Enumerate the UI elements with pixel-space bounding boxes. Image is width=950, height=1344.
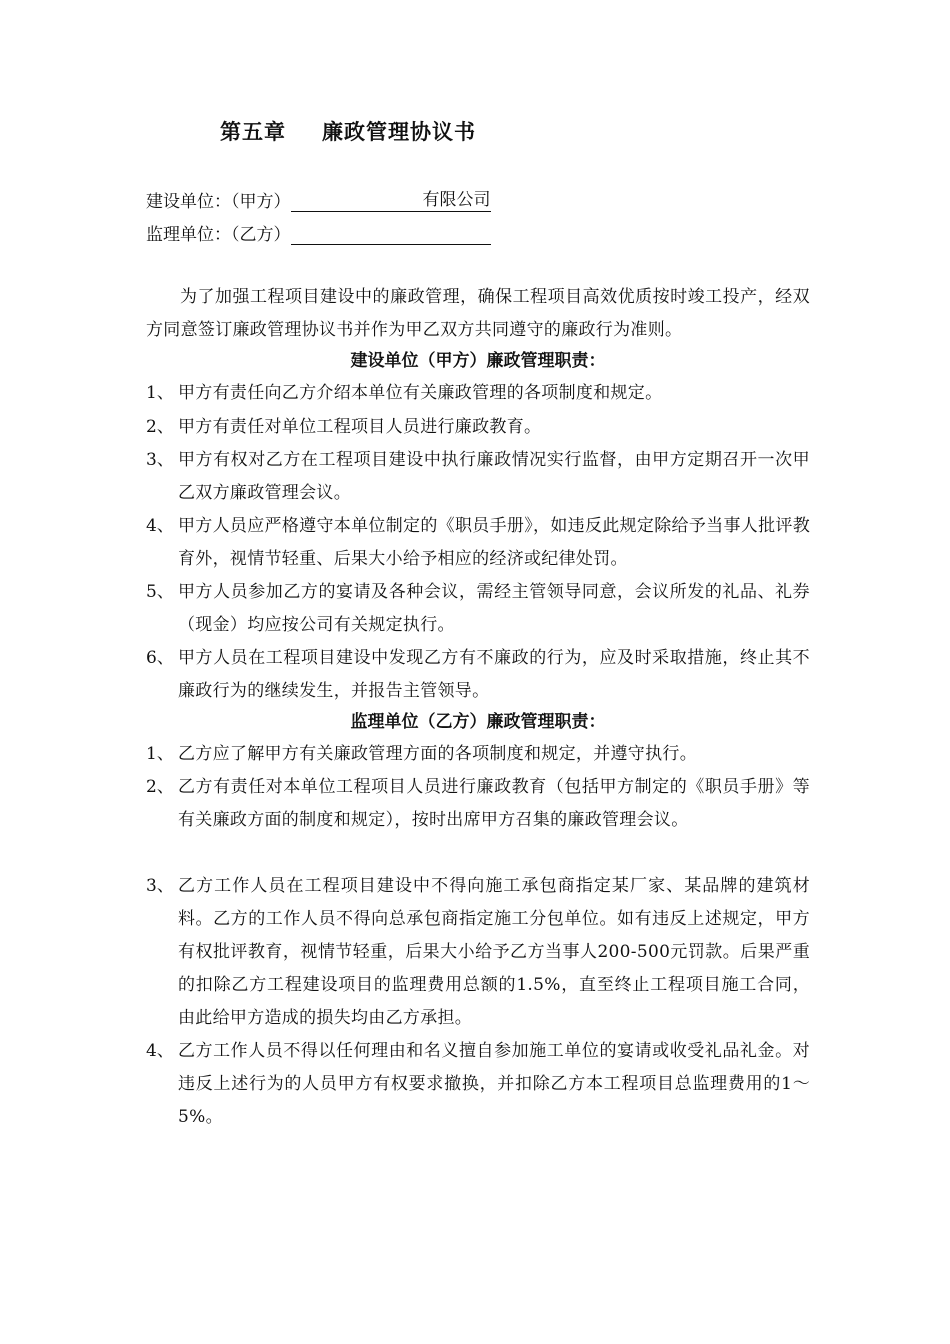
- section-b-item: [146, 771, 810, 837]
- item-text: 乙方工作人员不得以任何理由和名义擅自参加施工单位的宴请或收受礼品礼金。对违反上述行为的人员甲方有权要求撤换，并扣除乙方本工程项目总监理费用的1～5%。: [178, 1041, 810, 1127]
- item-text: 乙方有责任对本单位工程项目人员进行廉政教育（包括甲方制定的《职员手册》等有关廉政方面的制度和规定），按时出席甲方召集的廉政管理会议。: [178, 777, 810, 830]
- item-text: 甲方有权对乙方在工程项目建设中执行廉政情况实行监督，由甲方定期召开一次甲乙双方廉政管理会议。: [178, 450, 810, 503]
- item-text: 甲方人员在工程项目建设中发现乙方有不廉政的行为，应及时采取措施，终止其不廉政行为的继续发生，并报告主管领导。: [178, 648, 810, 701]
- section-a-item: [146, 576, 810, 642]
- section-b-heading: 监理单位（乙方）廉政管理职责：: [350, 712, 606, 732]
- party-a-value: 有限公司: [422, 190, 491, 210]
- section-a-heading: 建设单位（甲方）廉政管理职责：: [350, 351, 606, 371]
- section-a-item: [146, 510, 810, 576]
- section-a-item: [146, 444, 810, 510]
- chapter-label: 第五章: [220, 119, 286, 144]
- party-a-field: [146, 189, 491, 215]
- item-number: 3、: [146, 876, 174, 896]
- intro-paragraph: 为了加强工程项目建设中的廉政管理，确保工程项目高效优质按时竣工投产，经双方同意签订廉政管理协议书并作为甲乙双方共同遵守的廉政行为准则。: [146, 287, 810, 340]
- title-text: 廉政管理协议书: [322, 119, 476, 144]
- item-number: 5、: [146, 582, 174, 602]
- item-number: 2、: [146, 777, 174, 797]
- section-b-item: [146, 1035, 810, 1134]
- party-a-label: 建设单位：（甲方）: [146, 192, 291, 212]
- party-a-blank[interactable]: [291, 189, 491, 212]
- section-a-item: [146, 642, 810, 708]
- item-number: 2、: [146, 417, 174, 437]
- item-text: 甲方有责任对单位工程项目人员进行廉政教育。: [178, 417, 542, 437]
- item-number: 3、: [146, 450, 174, 470]
- item-text: 乙方工作人员在工程项目建设中不得向施工承包商指定某厂家、某品牌的建筑材料。乙方的工作人员不得向总承包商指定施工分包单位。如有违反上述规定，甲方有权批评教育，视情节轻重，后果大小给予乙方当事人200-500元罚款。后果严重的扣除乙方工程建设项目的监理费用总额的1.5%，直至终止工程项目施工合同，由此给甲方造成的损失均由乙方承担。: [178, 876, 810, 1028]
- item-number: 1、: [146, 383, 174, 403]
- section-a-item: [146, 377, 810, 410]
- item-number: 4、: [146, 516, 174, 536]
- party-b-field: [146, 222, 491, 248]
- page-title: [220, 116, 476, 146]
- party-b-label: 监理单位：（乙方）: [146, 225, 291, 245]
- item-text: 甲方人员应严格遵守本单位制定的《职员手册》，如违反此规定除给予当事人批评教育外，视情节轻重、后果大小给予相应的经济或纪律处罚。: [178, 516, 810, 569]
- item-text: 甲方有责任向乙方介绍本单位有关廉政管理的各项制度和规定。: [178, 383, 663, 403]
- section-a-item: [146, 411, 810, 444]
- party-b-blank[interactable]: [291, 222, 491, 245]
- item-text: 甲方人员参加乙方的宴请及各种会议，需经主管领导同意，会议所发的礼品、礼券（现金）均应按公司有关规定执行。: [178, 582, 810, 635]
- item-number: 6、: [146, 648, 174, 668]
- section-b-item: [146, 738, 810, 771]
- item-number: 4、: [146, 1041, 174, 1061]
- item-number: 1、: [146, 744, 174, 764]
- section-b-item: [146, 870, 810, 1035]
- item-text: 乙方应了解甲方有关廉政管理方面的各项制度和规定，并遵守执行。: [178, 744, 697, 764]
